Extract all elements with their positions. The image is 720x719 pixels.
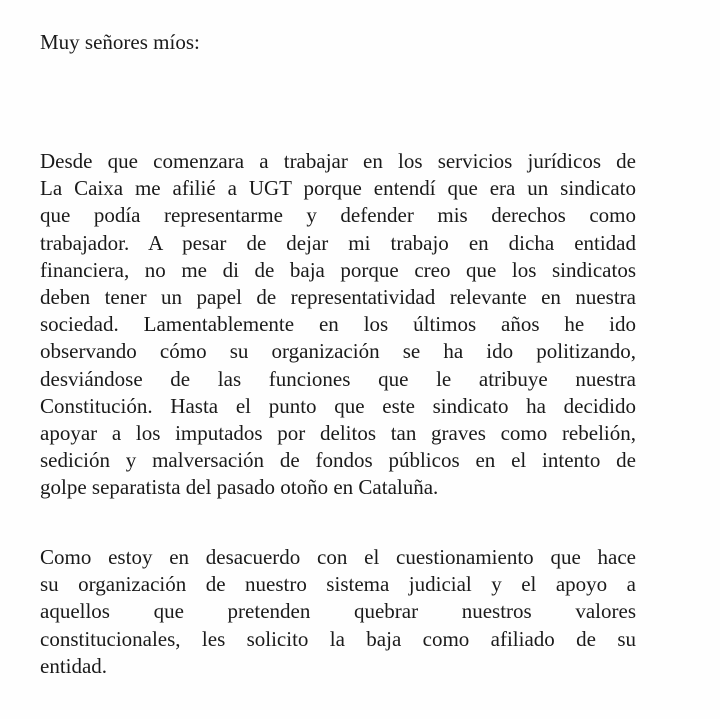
paragraph-2-line: aquellos que pretenden quebrar nuestros valores (40, 599, 636, 624)
paragraph-1-line: que podía representarme y defender mis derechos como (40, 203, 636, 228)
paragraph-1-line: desviándose de las funciones que le atribuye nuestra (40, 366, 636, 391)
salutation: Muy señores míos: (40, 30, 200, 54)
paragraph-2-line: su organización de nuestro sistema judicial y el apoyo a (40, 572, 636, 597)
paragraph-1-line: apoyar a los imputados por delitos tan graves como rebelión, (40, 421, 636, 446)
paragraph-1-line: golpe separatista del pasado otoño en Cataluña. (40, 475, 439, 500)
paragraph-1 (40, 148, 636, 502)
paragraph-1-line: trabajador. A pesar de dejar mi trabajo en dicha entidad (40, 230, 636, 255)
paragraph-2 (40, 544, 636, 680)
paragraph-2-line: Como estoy en desacuerdo con el cuestionamiento que hace (40, 545, 636, 569)
paragraph-2-line: constitucionales, les solicito la baja como afiliado de su (40, 626, 636, 651)
paragraph-1-line: sociedad. Lamentablemente en los últimos años he ido (40, 312, 636, 337)
paragraph-1-line: Desde que comenzara a trabajar en los servicios jurídicos de (40, 149, 636, 173)
paragraph-1-line: sedición y malversación de fondos públicos en el intento de (40, 448, 636, 473)
paragraph-1-line: La Caixa me afilié a UGT porque entendí que era un sindicato (40, 176, 636, 201)
paragraph-2-line: entidad. (40, 653, 108, 678)
paragraph-1-line: financiera, no me di de baja porque creo que los sindicatos (40, 257, 636, 282)
paragraph-1-line: observando cómo su organización se ha ido politizando, (40, 339, 636, 364)
paragraph-1-line: Constitución. Hasta el punto que este sindicato ha decidido (40, 393, 636, 418)
paragraph-1-line: deben tener un papel de representatividad relevante en nuestra (40, 285, 636, 310)
